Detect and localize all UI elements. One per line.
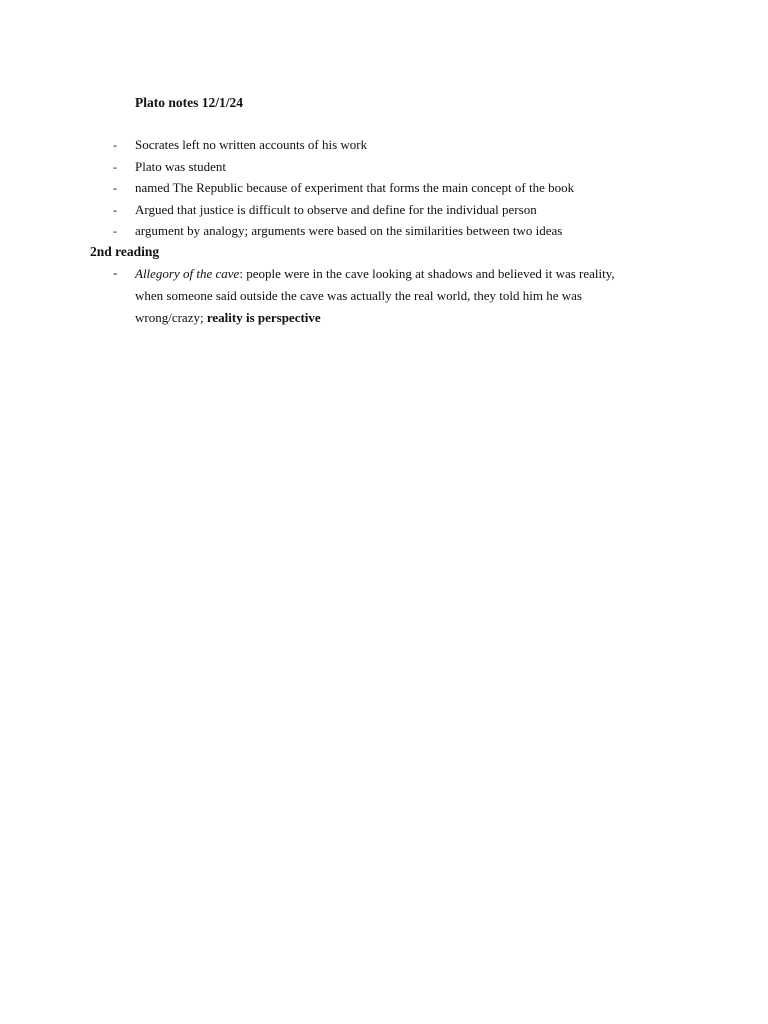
allegory-paragraph [135,263,645,329]
list-item [0,222,768,244]
bullet-text: argument by analogy; arguments were based on the similarities between two ideas [135,223,563,238]
notes-bullet-list [0,136,768,244]
bullet-dash: - [113,138,117,152]
bullet-dash: - [113,224,117,238]
list-item [0,201,768,223]
bullet-dash: - [113,181,117,195]
section-heading: 2nd reading [90,244,160,259]
document-title: Plato notes 12/1/24 [135,95,243,110]
bullet-dash: - [113,159,117,174]
bullet-dash: - [113,202,117,217]
term-separator: : [239,266,243,281]
allegory-conclusion: reality is perspective [206,310,321,325]
bullet-dash: - [113,265,118,280]
bullet-text: Socrates left no written accounts of his work [135,137,368,152]
bullet-text: named The Republic because of experiment that forms the main concept of the book [135,180,575,195]
list-item [0,158,768,180]
bullet-text: Argued that justice is difficult to observe and define for the individual person [135,201,537,217]
list-item [0,136,768,158]
allegory-text: people were in the cave looking at shadows and believed it was reality, when someone said outside the cave was actually the real world, they told him he was wrong/crazy; [135,266,615,325]
list-item [0,179,768,201]
bullet-text: Plato was student [135,158,226,174]
allegory-term: Allegory of the cave [135,266,240,281]
